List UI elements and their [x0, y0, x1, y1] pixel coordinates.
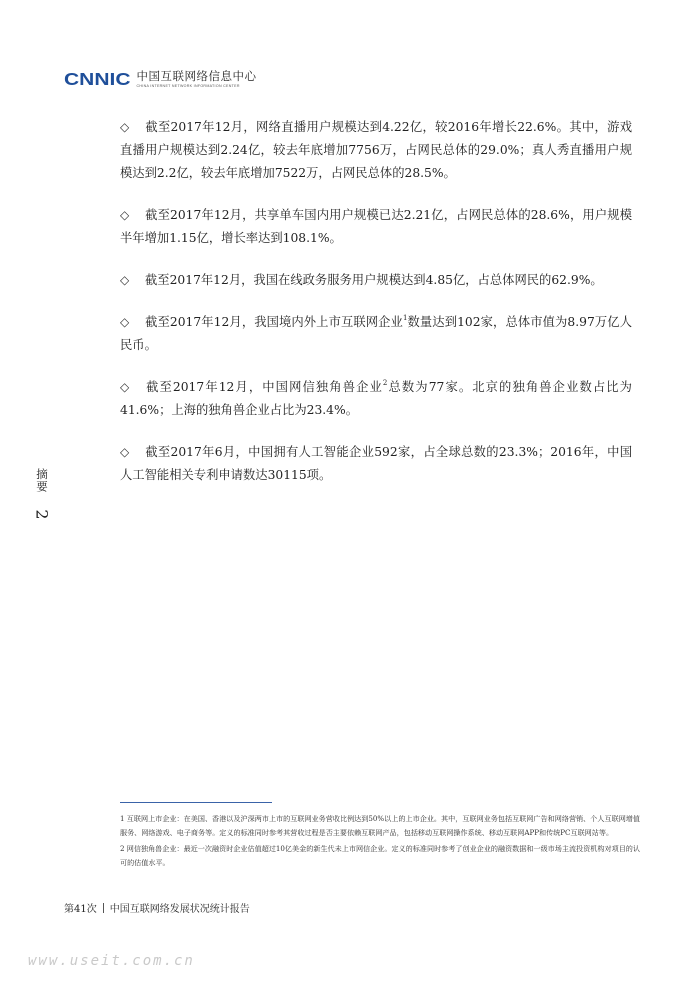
footnote-divider: [120, 802, 272, 803]
diamond-bullet-icon: ◇: [120, 273, 130, 287]
footnote-ref-1[interactable]: 1: [402, 314, 408, 322]
summary-content: [120, 116, 632, 506]
diamond-bullet-icon: ◇: [120, 315, 130, 329]
paragraph-text: 截至2017年12月，我国在线政务服务用户规模达到4.85亿，占总体网民的62.9%。: [145, 273, 603, 287]
paragraph-text: 总数为77家。北京的独角兽企业数占比为41.6%；上海的独角兽企业占比为23.4%。: [120, 380, 632, 417]
footnote-1: 1 互联网上市企业：在美国、香港以及沪深两市上市的互联网业务营收比例达到50%以上的上市企业。其中，互联网业务包括互联网广告和网络营销、个人互联网增值服务、网络游戏、电子商务等。定义的标准同时参考其营收过程是否主要依赖互联网产品，包括移动互联网操作系统、移动互联网APP和传统PC互联网站等。: [120, 814, 640, 837]
report-edition: 第41次: [64, 904, 97, 915]
summary-paragraph: [120, 441, 632, 487]
paragraph-text: 数量达到102家，总体市值为8.97万亿人民币。: [120, 315, 632, 352]
org-name-chinese: 中国互联网络信息中心: [136, 69, 257, 84]
summary-paragraph: [120, 269, 632, 292]
side-section-label: [32, 468, 52, 524]
footnote-ref-2[interactable]: 2: [382, 379, 388, 387]
summary-paragraph: [120, 204, 632, 250]
cnnic-logo: CNNIC: [64, 69, 131, 90]
diamond-bullet-icon: ◇: [120, 120, 130, 134]
diamond-bullet-icon: ◇: [120, 208, 130, 222]
paragraph-text: 截至2017年12月，中国网信独角兽企业: [145, 380, 383, 394]
footnotes: [120, 812, 640, 872]
footer-divider: [103, 903, 104, 913]
report-title: 中国互联网络发展状况统计报告: [109, 904, 250, 915]
page-number: 2: [32, 509, 52, 520]
section-title: 摘要: [35, 468, 49, 493]
summary-paragraph: [120, 376, 632, 422]
page-footer: [64, 900, 250, 915]
diamond-bullet-icon: ◇: [120, 445, 130, 459]
paragraph-text: 截至2017年6月，中国拥有人工智能企业592家，占全球总数的23.3%；2016年，中国人工智能相关专利申请数达30115项。: [120, 445, 632, 482]
diamond-bullet-icon: ◇: [120, 380, 130, 394]
page-header: [64, 66, 257, 94]
summary-paragraph: [120, 311, 632, 357]
footnote-2: 2 网信独角兽企业：最近一次融资时企业估值超过10亿美金的新生代未上市网信企业。定义的标准同时参考了创业企业的融资数据和一级市场主流投资机构对项目的认可的估值水平。: [120, 844, 640, 867]
watermark: www.useit.com.cn: [28, 953, 195, 969]
paragraph-text: 截至2017年12月，我国境内外上市互联网企业: [145, 315, 403, 329]
paragraph-text: 截至2017年12月，网络直播用户规模达到4.22亿，较2016年增长22.6%。其中，游戏直播用户规模达到2.24亿，较去年底增加7756万，占网民总体的29.0%；真人秀直播用户规模达到2.2亿，较去年底增加7522万，占网民总体的28.5%。: [120, 120, 632, 180]
summary-paragraph: [120, 116, 632, 185]
org-name-english: CHINA INTERNET NETWORK INFORMATION CENTER: [136, 83, 240, 88]
paragraph-text: 截至2017年12月，共享单车国内用户规模已达2.21亿，占网民总体的28.6%，用户规模半年增加1.15亿，增长率达到108.1%。: [120, 208, 632, 245]
org-name-block: [137, 71, 257, 88]
